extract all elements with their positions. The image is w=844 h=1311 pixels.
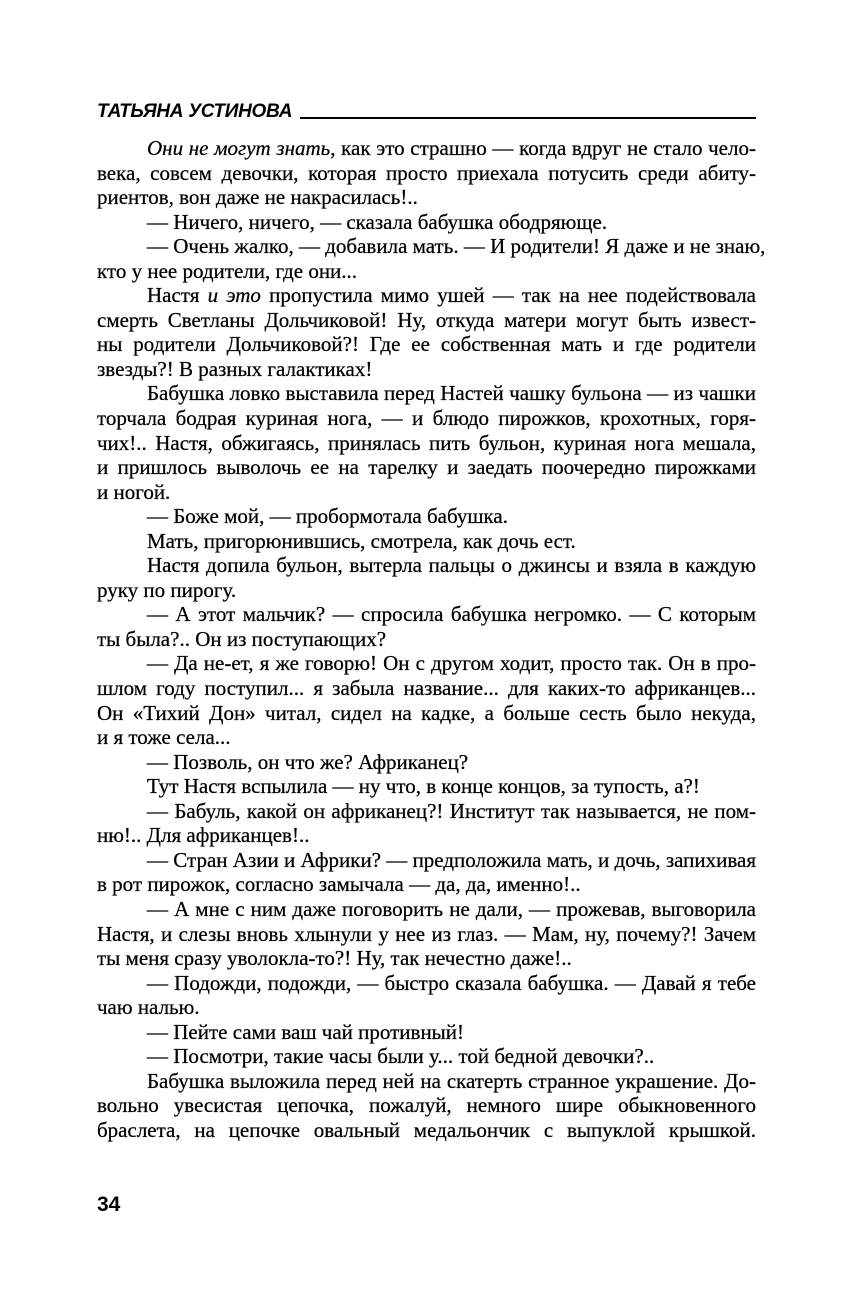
- text-segment: в рот пирожок, согласно замычала — да, да, именно!..: [97, 872, 581, 897]
- text-line: [97, 283, 756, 308]
- paragraph: [97, 848, 756, 897]
- text-line: [97, 971, 756, 996]
- text-line: [97, 431, 756, 456]
- text-line: [97, 504, 756, 529]
- text-line: [97, 161, 756, 186]
- page-number: 34: [97, 1193, 121, 1216]
- text-line: [97, 627, 756, 652]
- text-segment: и ногой.: [97, 479, 171, 504]
- text-line: [97, 995, 756, 1020]
- text-line: [97, 1020, 756, 1045]
- text-segment: — Очень жалко, — добавила мать. — И родители! Я даже и не знаю,: [147, 234, 766, 259]
- text-segment: ты меня сразу уволокла-то?! Ну, так нечестно даже!..: [97, 946, 572, 971]
- paragraph: [97, 136, 756, 210]
- paragraph: [97, 602, 756, 651]
- paragraph: [97, 897, 756, 971]
- text-line: [97, 774, 756, 799]
- text-segment: и пришлось выволочь ее на тарелку и заедать поочередно пирожками: [97, 455, 756, 480]
- running-header: [97, 98, 756, 122]
- text-line: [97, 872, 756, 897]
- italic-text: Они не могут знать: [147, 136, 331, 160]
- text-segment: века, совсем девочки, которая просто приехала потусить среди абиту-: [97, 160, 756, 185]
- text-line: [97, 799, 756, 824]
- text-line: [97, 480, 756, 505]
- paragraph: [97, 381, 756, 504]
- text-segment: чих!.. Настя, обжигаясь, принялась пить бульон, куриная нога мешала,: [97, 430, 756, 455]
- text-line: [97, 308, 756, 333]
- text-line: [97, 553, 756, 578]
- text-line: [97, 210, 756, 235]
- text-line: [97, 602, 756, 627]
- paragraph: [97, 529, 756, 554]
- text-segment: Тут Настя вспылила — ну что, в конце концов, за тупость, а?!: [147, 774, 700, 799]
- text-line: [97, 406, 756, 431]
- text-segment: риентов, вон даже не накрасилась!..: [97, 185, 418, 210]
- text-segment: — А этот мальчик? — спросила бабушка негромко. — С которым: [147, 602, 756, 627]
- text-line: [97, 1118, 756, 1143]
- text-segment: — Подожди, подожди, — быстро сказала бабушка. — Давай я тебе: [147, 970, 756, 995]
- text-segment: Настя, и слезы вновь хлынули у нее из глаз. — Мам, ну, почему?! Зачем: [97, 921, 756, 946]
- italic-text: и это: [207, 283, 261, 308]
- text-segment: — Боже мой, — пробормотала бабушка.: [147, 504, 508, 529]
- text-line: [97, 1069, 756, 1094]
- text-segment: — Позволь, он что же? Африканец?: [147, 749, 469, 774]
- page-body-text: [97, 136, 766, 1142]
- text-segment: кто у нее родители, где они...: [97, 258, 358, 283]
- paragraph: [97, 234, 766, 283]
- text-line: [97, 357, 756, 382]
- paragraph: [97, 210, 756, 235]
- author-name: ТАТЬЯНА УСТИНОВА: [97, 101, 293, 122]
- text-line: [97, 897, 756, 922]
- text-line: [97, 1044, 756, 1069]
- paragraph: [97, 651, 756, 749]
- text-segment: ты была?.. Он из поступающих?: [97, 626, 387, 651]
- text-line: [97, 259, 756, 284]
- text-segment: чаю налью.: [97, 995, 200, 1020]
- text-line: [97, 848, 756, 873]
- text-line: [97, 651, 756, 676]
- paragraph: [97, 504, 756, 529]
- text-segment: браслета, на цепочке овальный медальончик с выпуклой крышкой.: [97, 1117, 756, 1142]
- paragraph: [97, 750, 756, 775]
- text-line: [97, 750, 756, 775]
- text-line: [97, 578, 756, 603]
- text-line: [97, 136, 756, 161]
- text-segment: Мать, пригорюнившись, смотрела, как дочь ест.: [147, 528, 576, 553]
- text-line: [97, 676, 756, 701]
- text-line: [97, 185, 756, 210]
- text-segment: смерть Светланы Дольчиковой! Ну, откуда матери могут быть извест-: [97, 307, 756, 332]
- text-segment: звезды?! В разных галактиках!: [97, 356, 373, 381]
- text-segment: вольно увесистая цепочка, пожалуй, немного шире обыкновенного: [97, 1093, 756, 1118]
- text-line: [97, 529, 756, 554]
- text-segment: шлом году поступил... я забыла название... для каких-то африканцев...: [97, 676, 756, 701]
- text-segment: и я тоже села...: [97, 725, 231, 750]
- text-line: [97, 701, 756, 726]
- text-segment: — А мне с ним даже поговорить не дали, — прожевав, выговорила: [147, 896, 756, 921]
- text-segment: Настя допила бульон, вытерла пальцы о джинсы и взяла в каждую: [147, 553, 756, 578]
- text-segment: — Да не-ет, я же говорю! Он с другом ходит, просто так. Он в про-: [147, 651, 756, 676]
- text-segment: — Бабуль, какой он африканец?! Институт так называется, не пом-: [147, 798, 756, 823]
- text-segment: — Пейте сами ваш чай противный!: [147, 1019, 465, 1044]
- text-segment: — Стран Азии и Африки? — предположила мать, и дочь, запихивая: [147, 847, 756, 872]
- text-segment: Бабушка ловко выставила перед Настей чашку бульона — из чашки: [147, 381, 756, 406]
- paragraph: [97, 774, 756, 799]
- text-line: [97, 332, 756, 357]
- text-line: [97, 725, 756, 750]
- text-segment: Он «Тихий Дон» читал, сидел на кадке, а больше сесть было некуда,: [97, 700, 756, 725]
- text-segment: торчала бодрая куриная нога, — и блюдо пирожков, крохотных, горя-: [97, 406, 756, 431]
- text-segment: Бабушка выложила перед ней на скатерть странное украшение. До-: [147, 1068, 756, 1093]
- text-segment: , как это страшно — когда вдруг не стало чело-: [330, 136, 756, 160]
- text-line: [97, 1093, 756, 1118]
- paragraph: [97, 1020, 756, 1045]
- text-segment: Настя: [147, 283, 208, 308]
- text-segment: — Ничего, ничего, — сказала бабушка ободряюще.: [147, 209, 608, 234]
- text-line: [97, 381, 756, 406]
- header-rule: [300, 117, 756, 119]
- paragraph: [97, 1069, 756, 1143]
- text-line: [97, 234, 766, 259]
- paragraph: [97, 553, 756, 602]
- paragraph: [97, 283, 756, 381]
- paragraph: [97, 971, 756, 1020]
- text-segment: ню!.. Для африканцев!..: [97, 823, 310, 848]
- text-line: [97, 946, 756, 971]
- text-segment: ны родители Дольчиковой?! Где ее собственная мать и где родители: [97, 332, 756, 357]
- paragraph: [97, 799, 756, 848]
- paragraph: [97, 1044, 756, 1069]
- text-line: [97, 823, 756, 848]
- text-segment: руку по пирогу.: [97, 577, 237, 602]
- text-line: [97, 455, 756, 480]
- text-line: [97, 922, 756, 947]
- text-segment: пропустила мимо ушей — так на нее подействовала: [260, 283, 756, 308]
- text-segment: — Посмотри, такие часы были у... той бедной девочки?..: [147, 1044, 655, 1069]
